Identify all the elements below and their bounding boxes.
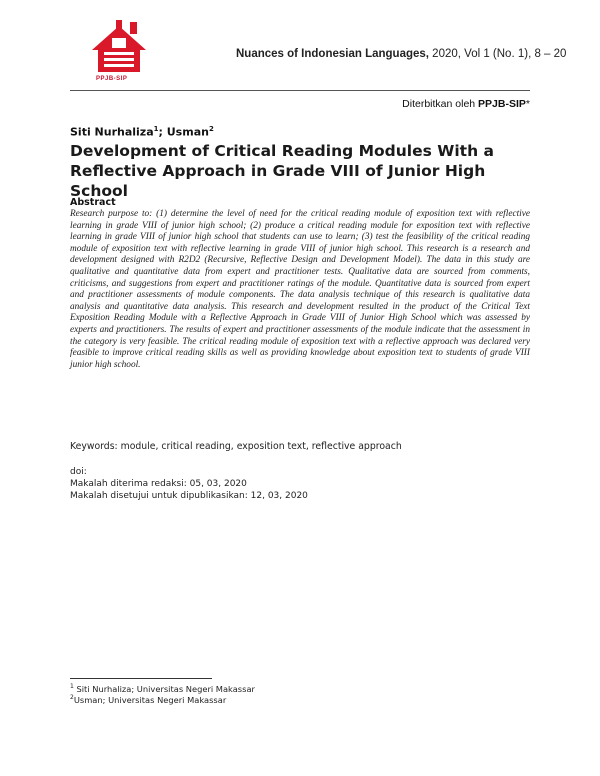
journal-details: 2020, Vol 1 (No. 1), 8 – 20	[428, 48, 567, 60]
footnote-1	[70, 683, 255, 694]
author-2-name: Usman	[166, 125, 209, 139]
footnote-2-text: Usman; Universitas Negeri Makassar	[73, 694, 227, 705]
footnote-2	[70, 694, 226, 705]
paper-title: Development of Critical Reading Modules With a Reflective Approach in Grade VIII of Junior High School	[70, 142, 494, 200]
journal-citation	[236, 48, 567, 60]
publisher-prefix: Diterbitkan oleh	[402, 98, 479, 110]
abstract-heading: Abstract	[70, 197, 116, 208]
house-logo-icon	[86, 16, 152, 76]
journal-name: Nuances of Indonesian Languages,	[236, 48, 429, 60]
footnote-2-sup: 2	[70, 694, 74, 701]
author-2-sup: 2	[208, 125, 214, 133]
author-1-name: Siti Nurhaliza	[70, 125, 154, 139]
logo-text: PPJB-SIP	[96, 76, 128, 82]
approved-date: Makalah disetujui untuk dipublikasikan: 12, 03, 2020	[70, 491, 308, 501]
journal-logo	[86, 16, 152, 84]
footnote-rule	[70, 678, 212, 679]
author-1-sup: 1	[153, 125, 159, 133]
keywords-line: Keywords: module, critical reading, exposition text, reflective approach	[70, 441, 402, 452]
footnote-1-text: Siti Nurhaliza; Universitas Negeri Makassar	[73, 683, 255, 694]
publisher-line	[330, 98, 530, 110]
header-rule	[70, 90, 530, 91]
publisher-mark: *	[525, 98, 530, 110]
abstract-body: Research purpose to: (1) determine the level of need for the critical reading module of exposition text with reflective learning in grade VIII of junior high school; (2) produce a critical reading module for exposition text with reflective learning in grade VIII of junior high school that students can use to learn; (3) test the feasibility of the critical reading module of exposition text with reflective learning in grade VIII of junior high school. This research is a research and development designed with R2D2 (Recursive, Reflective Design and Development Model). The data in this study are qualitative and quantitative data from expert and practitioner tests. Qualitative data are sourced from comments, criticisms, and suggestions from expert and practitioner ratings of the module. Quantitative data is sourced from expert and practitioner assessments of module components. The data analysis technique of this research is qualitative data analysis and quantitative data analysis. This research and development resulted in the product of the Critical Text Exposition Reading Module with a Reflective Approach in Grade VIII of Junior High School which was assessed by experts and practitioners. The results of expert and practitioner assessments of the module indicate that the assessment in the category is very feasible. The critical reading module of exposition text with a reflective approach was declared very feasible to improve critical reading skills as well as providing knowledge about exposition text to students of grade VIII junior high school.	[70, 209, 530, 370]
publisher-name: PPJB-SIP	[478, 98, 526, 110]
author-separator: ;	[158, 125, 167, 139]
author-line	[70, 125, 214, 139]
doi-line: doi:	[70, 467, 87, 477]
footnote-1-sup: 1	[70, 683, 74, 690]
received-date: Makalah diterima redaksi: 05, 03, 2020	[70, 479, 247, 489]
